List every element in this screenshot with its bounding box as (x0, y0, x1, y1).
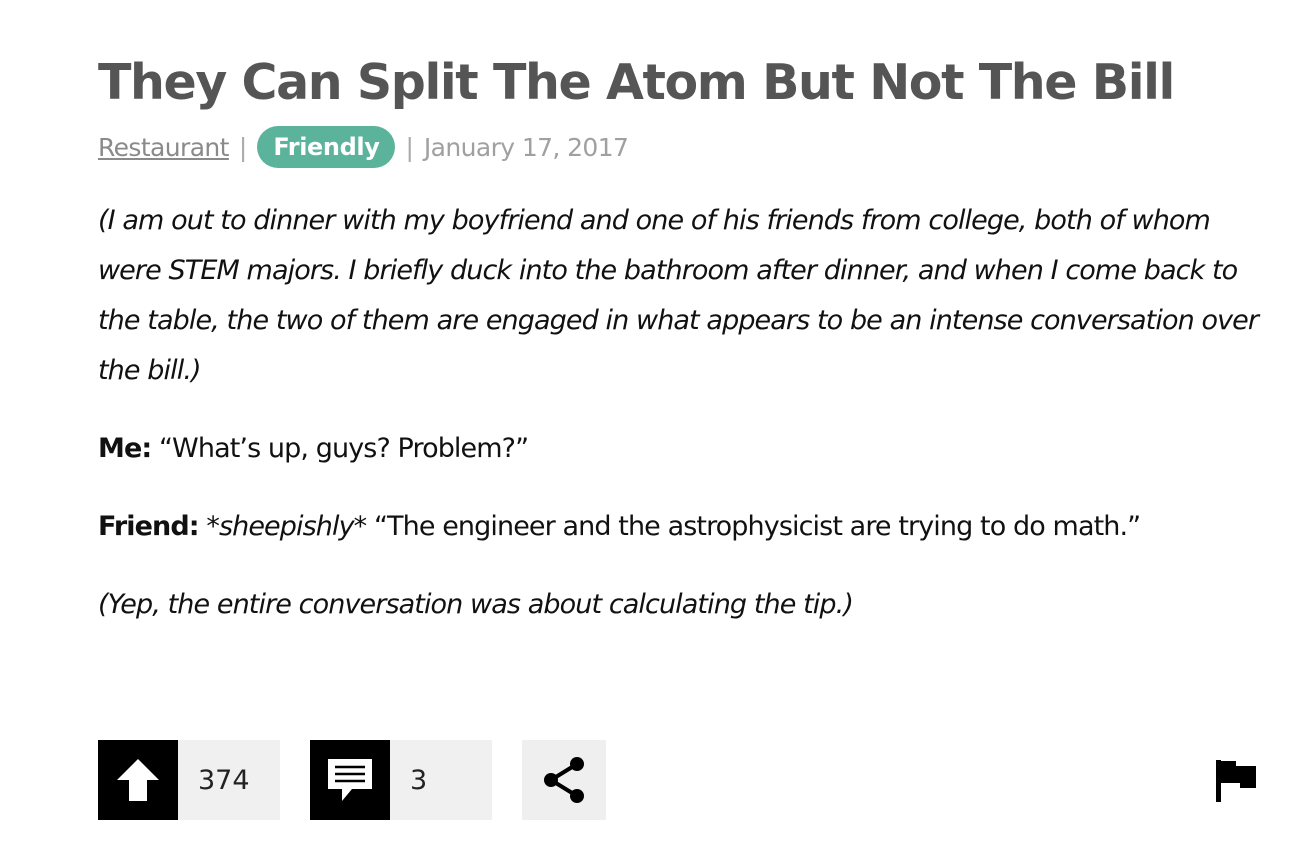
story-meta (98, 126, 628, 168)
story-title: They Can Split The Atom But Not The Bill (98, 54, 1174, 111)
story-outro: (Yep, the entire conversation was about calculating the tip.) (98, 589, 853, 620)
post-date: January 17, 2017 (423, 132, 629, 162)
meta-separator: | (405, 132, 414, 162)
tag-friendly[interactable]: Friendly (257, 126, 395, 168)
comment-icon (326, 757, 374, 803)
comment-button[interactable] (310, 740, 390, 820)
speaker-label: Friend: (98, 511, 199, 542)
story-intro: (I am out to dinner with my boyfriend and one of his friends from college, both of whom were STEM majors. I briefly duck into the bathroom after dinner, and when I come back to the table, the two of them are engaged in what appears to be an intense conversation over the bill.) (98, 205, 1259, 386)
story-actions (98, 740, 606, 820)
arrow-up-icon (115, 757, 161, 803)
speaker-label: Me: (98, 433, 152, 464)
story-body (98, 196, 1278, 658)
comment-group (310, 740, 492, 820)
dialogue-line (98, 502, 1278, 552)
meta-separator: | (238, 132, 248, 162)
dialogue-text: “What’s up, guys? Problem?” (158, 433, 529, 464)
stage-direction: *sheepishly* (206, 511, 367, 542)
comment-count: 3 (390, 740, 492, 820)
dialogue-text: “The engineer and the astrophysicist are trying to do math.” (373, 511, 1141, 542)
share-button[interactable] (522, 740, 606, 820)
flag-icon (1214, 758, 1258, 804)
upvote-count: 374 (178, 740, 280, 820)
upvote-button[interactable] (98, 740, 178, 820)
category-link[interactable]: Restaurant (98, 132, 229, 162)
share-icon (540, 755, 588, 805)
dialogue-line (98, 424, 1278, 474)
report-flag-button[interactable] (1214, 758, 1258, 804)
upvote-group (98, 740, 280, 820)
